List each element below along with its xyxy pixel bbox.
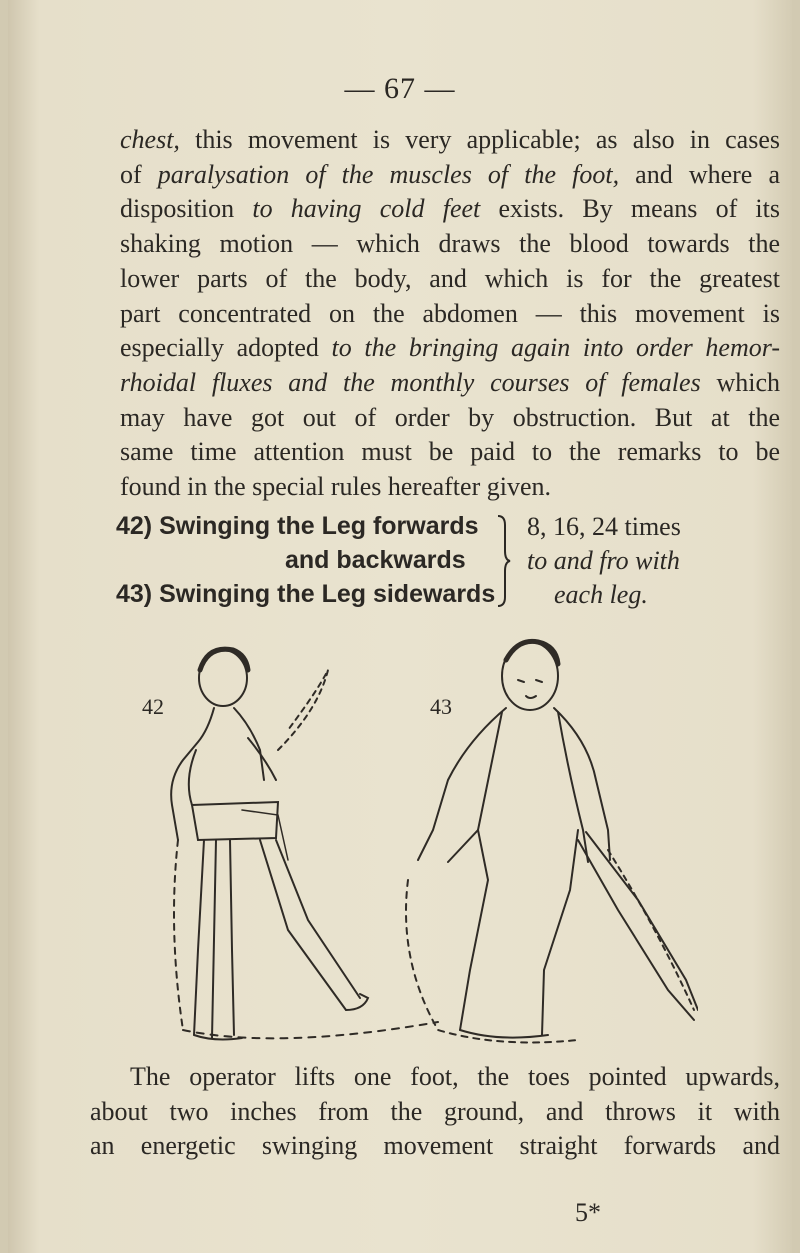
text-line: rhoidal fluxes and the monthly courses of females which xyxy=(120,367,780,397)
paragraph-2 xyxy=(90,1060,780,1164)
figures-drawing xyxy=(138,630,698,1050)
text-line: chest, this movement is very applicable; as also in cases xyxy=(120,125,780,154)
text-line: part concentrated on the abdomen — this movement is xyxy=(120,298,780,328)
figure-42-drawing xyxy=(171,649,438,1039)
text-line: The operator lifts one foot, the toes pointed upwards, xyxy=(130,1062,780,1091)
figure-label-43: 43 xyxy=(430,694,452,719)
book-page xyxy=(8,0,792,1253)
figure-label-42: 42 xyxy=(142,694,164,719)
paragraph-1 xyxy=(120,123,780,505)
curly-brace xyxy=(496,513,514,609)
text-line: of paralysation of the muscles of the foot, and where a xyxy=(120,159,780,189)
exercise-42-title-cont: and backwards xyxy=(285,546,466,574)
text-line: shaking motion — which draws the blood towards the xyxy=(120,229,780,259)
text-line: same time attention must be paid to the remarks to be xyxy=(120,437,780,467)
exercise-illustration xyxy=(138,630,698,1055)
text-line: especially adopted to the bringing again into order hemor- xyxy=(120,333,780,363)
repetition-note-3: each leg. xyxy=(554,580,648,609)
repetition-note-2: to and fro with xyxy=(527,546,680,575)
text-line: about two inches from the ground, and throws it with xyxy=(90,1096,780,1126)
exercise-43-title: 43) Swinging the Leg sidewards xyxy=(116,580,496,608)
text-line: an energetic swinging movement straight forwards and xyxy=(90,1131,780,1161)
text-line: may have got out of order by obstruction. But at the xyxy=(120,402,780,432)
page-number: — 67 — xyxy=(344,72,456,105)
text-line: found in the special rules hereafter given. xyxy=(120,472,551,502)
repetition-note-1: 8, 16, 24 times xyxy=(527,512,681,541)
text-line: disposition to having cold feet exists. By means of its xyxy=(120,194,780,224)
exercise-42-title: 42) Swinging the Leg forwards xyxy=(116,512,479,540)
signature-mark: 5* xyxy=(575,1198,601,1227)
text-line: lower parts of the body, and which is for the greatest xyxy=(120,263,780,293)
